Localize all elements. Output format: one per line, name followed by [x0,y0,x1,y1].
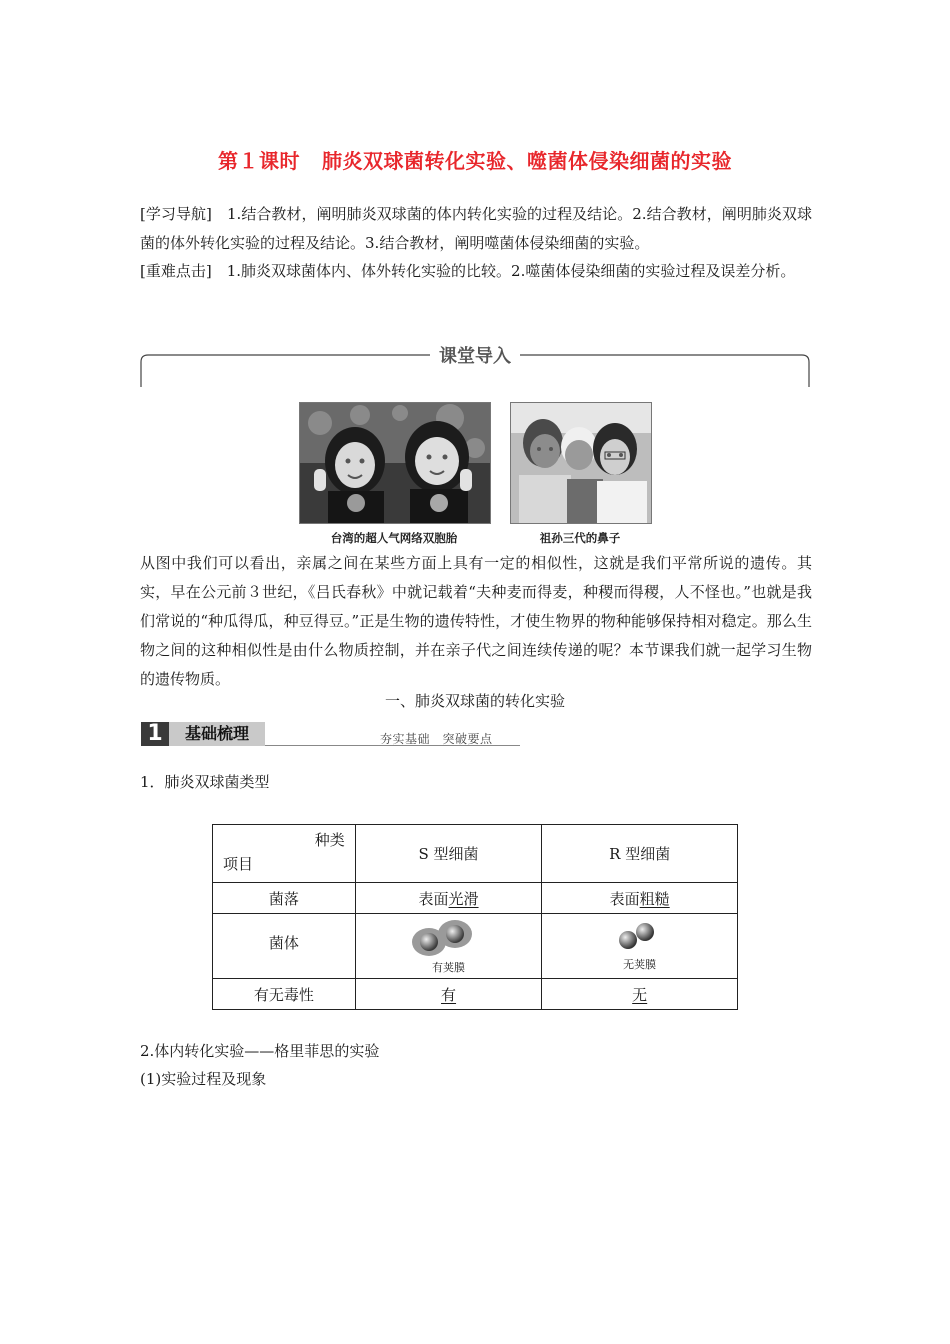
table-row [213,914,738,979]
no-capsule-bacteria-icon [614,918,664,954]
bacteria-comparison-table [212,824,738,1010]
key-points [140,257,812,286]
colony-s [355,883,542,914]
colony-s-value: 光滑 [448,889,479,908]
twins-caption: 台湾的超人气网络双胞胎 [330,531,458,545]
key-points-label: [重难点击] [140,262,212,280]
learning-nav [140,200,812,257]
corner-item: 项目 [223,855,254,873]
badge-label: 基础梳理 [169,722,265,746]
colony-r-value: 粗糙 [639,889,670,908]
badge-subtitle: 夯实基础 突破要点 [380,732,493,746]
twins-photo [299,402,491,524]
header-r-type: R 型细菌 [542,825,738,883]
page-title [0,145,950,174]
lesson-topic: 肺炎双球菌转化实验、噬菌体侵染细菌的实验 [322,149,732,173]
row-label-colony: 菌落 [213,883,356,914]
header-s-type: S 型细菌 [355,825,542,883]
table-corner-cell [213,825,356,883]
key-points-text: 1.肺炎双球菌体内、体外转化实验的比较。2.噬菌体侵染细菌的实验过程及误差分析。 [226,262,796,280]
learning-guide [140,200,812,286]
colony-r-prefix: 表面 [609,889,640,908]
family-caption: 祖孙三代的鼻子 [539,531,621,545]
learning-nav-text: 1.结合教材，阐明肺炎双球菌的体内转化实验的过程及结论。2.结合教材，阐明肺炎双球菌的体外转化实验的过程及结论。3.结合教材，阐明噬菌体侵染细菌的实验。 [140,205,812,252]
row-label-toxic: 有无毒性 [213,979,356,1010]
section-heading: 一、肺炎双球菌的转化实验 [384,692,565,710]
body-r [542,914,738,979]
toxic-s [355,979,542,1010]
badge-number: 1 [141,722,169,746]
toxic-r-value: 无 [632,985,648,1004]
family-photo [510,402,652,524]
learning-nav-label: [学习导航] [140,205,212,223]
table-row [213,883,738,914]
item-in-vivo-experiment: 2.体内转化实验——格里菲思的实验 [140,1042,380,1060]
colony-r [542,883,738,914]
item-process-phenomenon: (1)实验过程及现象 [140,1070,267,1088]
table-row [213,979,738,1010]
banner-title: 课堂导入 [430,342,520,368]
body-s [355,914,542,979]
row-label-body: 菌体 [213,914,356,979]
toxic-s-value: 有 [441,985,457,1004]
corner-kind: 种类 [314,831,345,849]
colony-s-prefix: 表面 [418,889,449,908]
intro-paragraph: 从图中我们可以看出，亲属之间在某些方面上具有一定的相似性，这就是我们平常所说的遗传。其实，早在公元前３世纪，《吕氏春秋》中就记载着“夫种麦而得麦，种稷而得稷，人不怪也。”也就是我们常说的“种瓜得瓜，种豆得豆。”正是生物的遗传特性，才使生物界的物种能够保持相对稳定。那么生物之间的这种相似性是由什么物质控制，并在亲子代之间连续传递的呢？本节课我们就一起学习生物的遗传物质。 [140,554,812,688]
capsule-caption: 有荚膜 [432,961,466,974]
table-header-row [213,825,738,883]
lesson-number: 第１课时 [218,149,300,173]
item-bacteria-types: 1．肺炎双球菌类型 [140,773,270,791]
no-capsule-caption: 无荚膜 [623,958,657,971]
capsule-bacteria-icon [408,918,488,958]
toxic-r [542,979,738,1010]
